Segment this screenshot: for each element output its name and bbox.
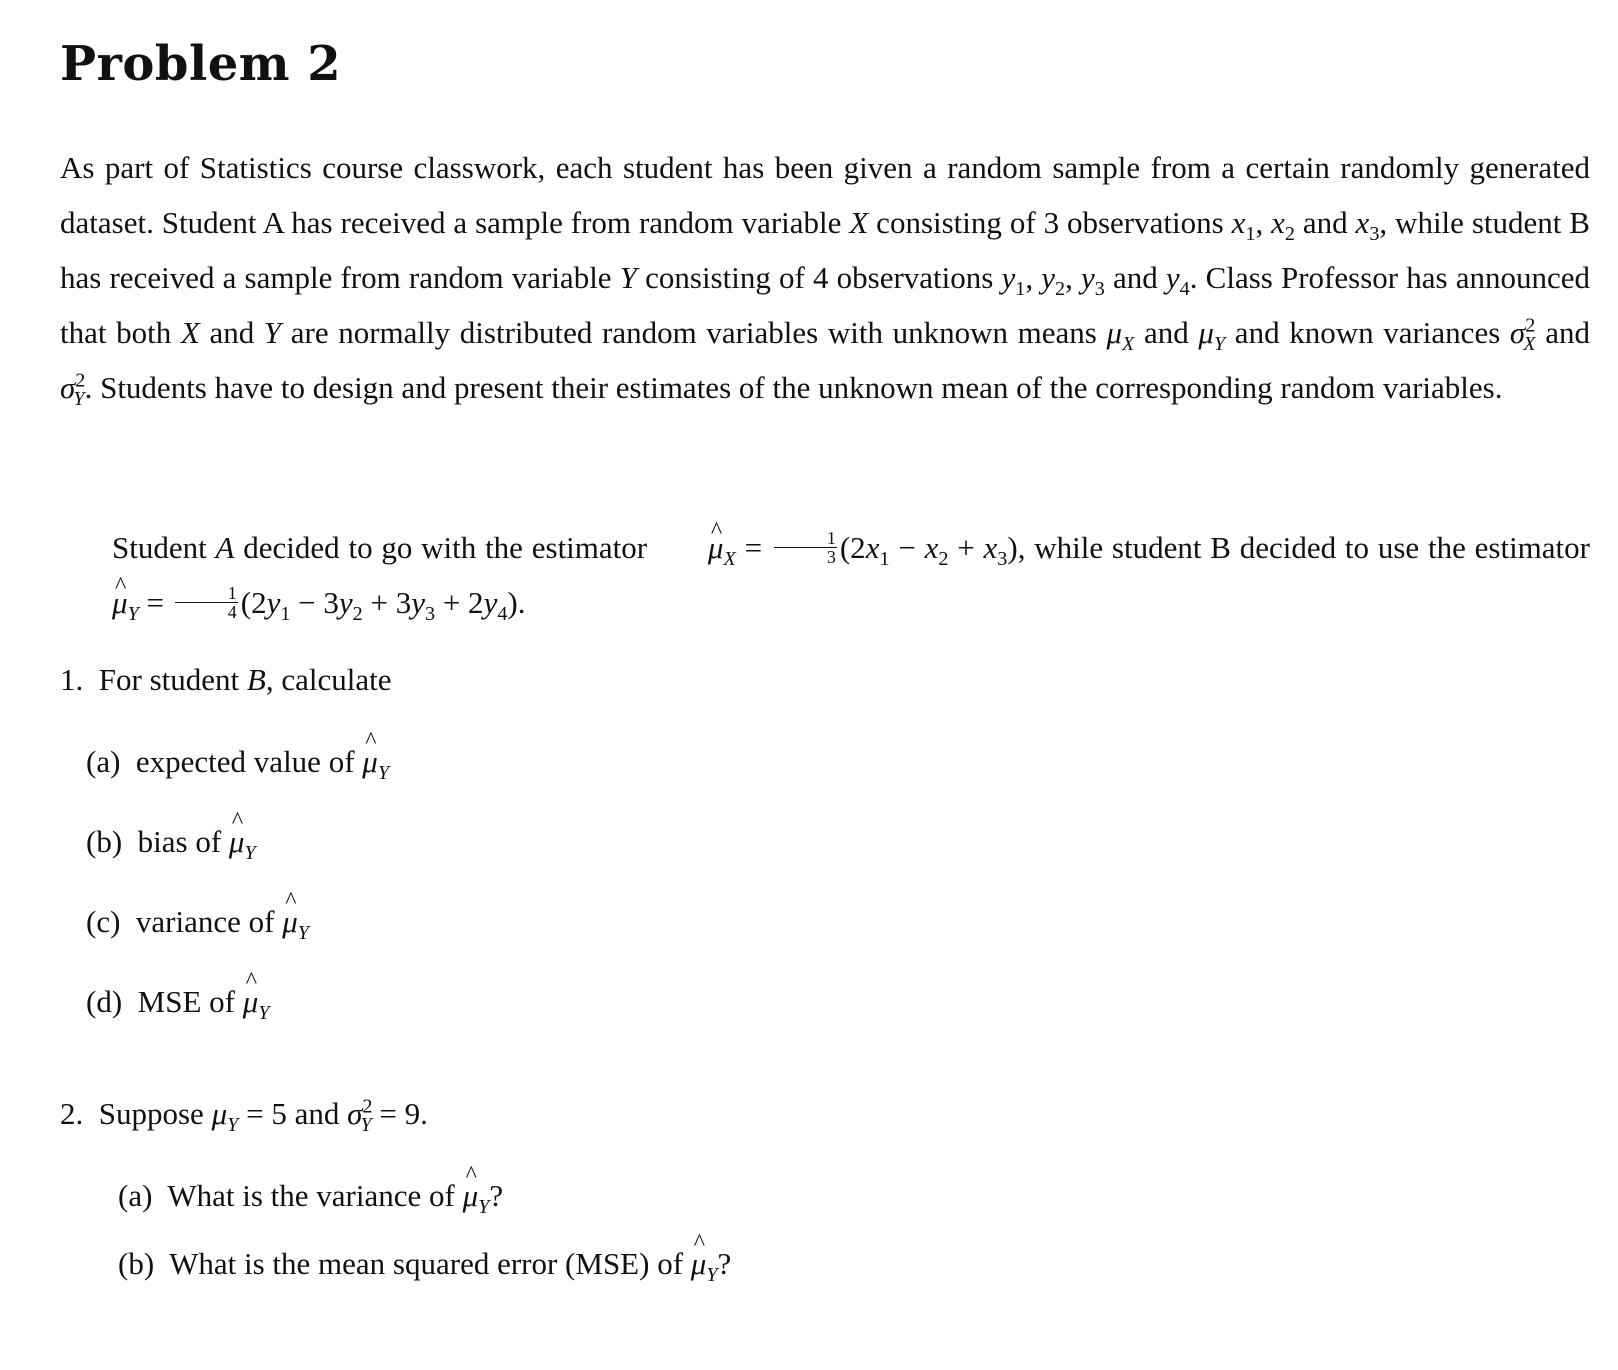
question-2: 2. Suppose $\mu_Y = 5$ and $\sigma^2_Y = 9$. [60, 1095, 428, 1137]
question-2b: (b) What is the mean squared error (MSE) of ^ $\mu_Y$? [118, 1246, 731, 1282]
problem-title: Problem 2 [60, 36, 342, 92]
question-2a: (a) What is the variance of ^ $\mu_Y$? [118, 1178, 503, 1214]
question-1d: (d) MSE of ^ $\mu_Y$ [86, 984, 270, 1020]
question-1b: (b) bias of ^ $\mu_Y$ [86, 824, 256, 860]
question-1: 1. For student B, calculate [60, 662, 392, 697]
question-1a: (a) expected value of ^ $\mu_Y$ [86, 744, 389, 780]
question-1c: (c) variance of ^ $\mu_Y$ [86, 904, 309, 940]
problem-statement-paragraph: As part of Statistics course classwork, each student has been given a random sample from a certain randomly generated dataset. Student A has received a sample from random variable X consisting of 3 observations $x_1$, $x_2$ and $x_3$, while student B has received a sample from random variable Y consisting of 4 observations $y_1$, $y_2$, $y_3$ and $y_4$. Class Professor has announced that both X and Y are normally distributed random variables with unknown means $\mu_X$ and $\mu_Y$ and known variances $\sigma^2_X$ and $\sigma^2_Y$. Students have to design and present their estimates of the unknown mean of the corresponding random variables. [60, 150, 1590, 411]
estimator-paragraph: Student A decided to go with the estimator ^ $\mu_X$ = $\frac{1}{3}$ $(2x_1 - x_2 + x_3)$, while student B decided to use the estimator ^ $\mu_Y$ = $\frac{1}{4}$ $(2y_1 - 3y_2 + 3y_3 + 2y_4)$. [60, 520, 1590, 630]
